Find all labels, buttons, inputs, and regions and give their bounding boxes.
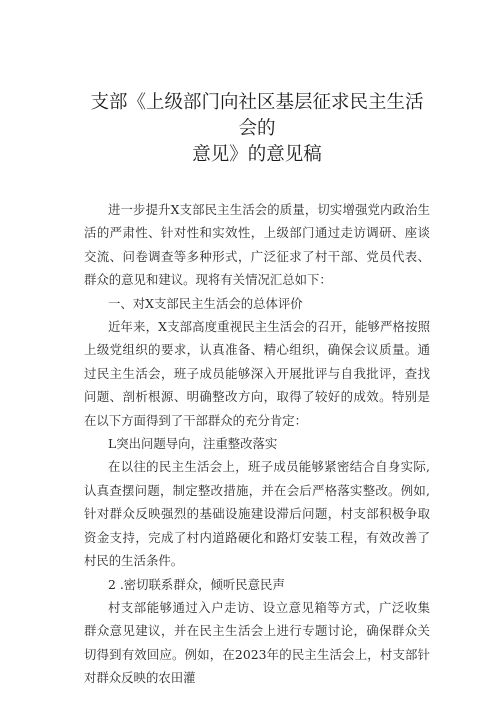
subheading-1: L突出问题导向，注重整改落实: [108, 436, 278, 452]
intro-paragraph: 进一步提升X支部民主生活会的质量，切实增强党内政治生活的严肃性、针对性和实效性，上级部门通过走访调研、座谈交流、问卷调查等多种形式，广泛征求了村干部、党员代表、群众的意见和建议。现将有关情况汇总如下：: [84, 202, 430, 288]
title-line-1: 支部《上级部门向社区基层征求民主生活会的: [90, 92, 424, 139]
document-body: [84, 198, 430, 690]
body-paragraph: 村支部能够通过入户走访、设立意见箱等方式，广泛收集群众意见建议，并在民主生活会上进行专题讨论，确保群众关切得到有效回应。例如，在2023年的民主生活会上，村支部针对群众反映的农田灌: [84, 599, 430, 686]
body-paragraph: 在以往的民主生活会上，班子成员能够紧密结合自身实际,认真查摆问题，制定整改措施，并在会后严格落实整改。例如,针对群众反映强烈的基础设施建设滞后问题，村支部积极争取资金支持，完成了村内道路硬化和路灯安装工程，有效改善了村民的生活条件。: [84, 459, 430, 569]
body-paragraph: 近年来，X支部高度重视民主生活会的召开，能够严格按照上级党组织的要求，认真准备、精心组织，确保会议质量。通过民主生活会，班子成员能够深入开展批评与自我批评，查找问题、剖析根源、明确整改方向，取得了较好的成效。特别是在以下方面得到了干部群众的充分肯定：: [84, 319, 430, 428]
section-heading-1: 一、对X支部民主生活会的总体评价: [108, 295, 303, 311]
title-line-2: 意见》的意见稿: [192, 144, 322, 165]
subheading-2: 2 .密切联系群众，倾听民意民声: [108, 576, 285, 592]
document-title: [84, 0, 430, 168]
